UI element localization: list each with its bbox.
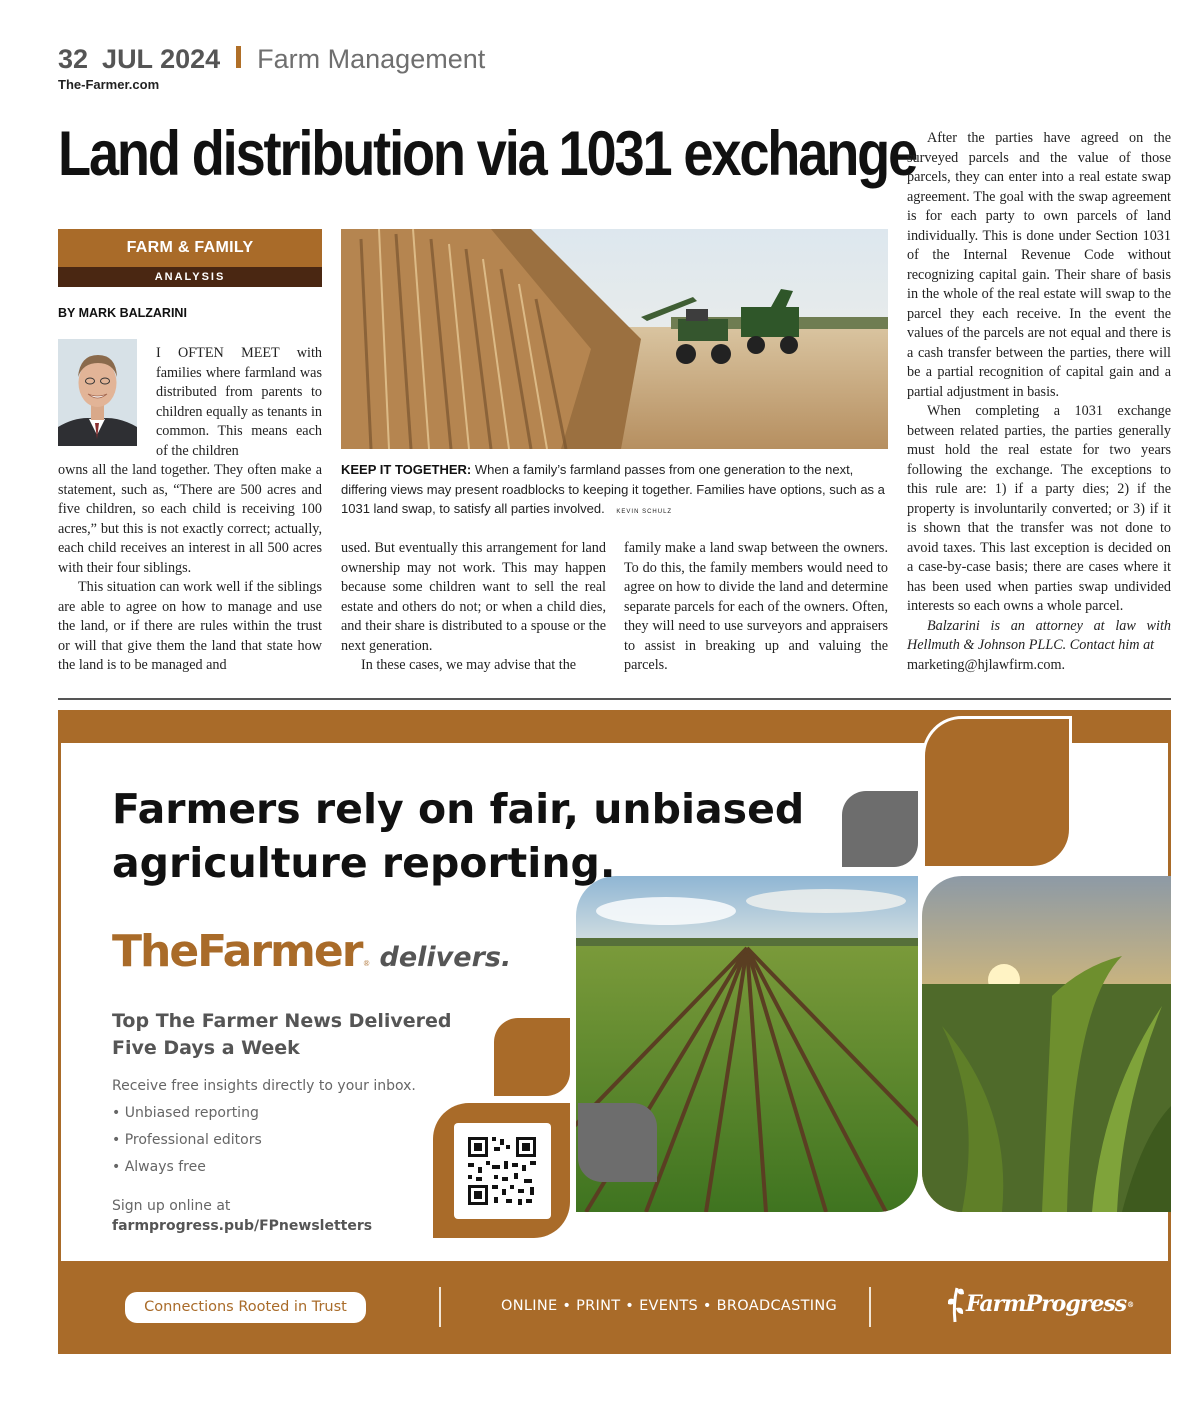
bio-text: Balzarini is an attorney at law with Hellmuth & Johnson PLLC. Contact him at: [907, 617, 1171, 653]
header-line: [58, 44, 485, 75]
paragraph: family make a land swap between the owners. To do this, the family members would need to agree on how to divide the land and determine separate parcels for each of the owners. Often, they will need to use surveyors and appraisers to assist in breaking up and valuing the parcels.: [624, 540, 888, 673]
caption-text: When a family’s farmland passes from one generation to the next, differing views may present roadblocks to keeping it together. Families have options, such as a 1031 land swap, to satisfy all parties involved.: [341, 462, 885, 516]
paragraph: owns all the land together. They often make a statement, such as, “There are 500 acres and five children, so each child is receiving 100 acres,” but this is not exactly correct; actually, each child receives an interest in all 500 acres with their four siblings.: [58, 462, 322, 576]
photo-credit: KEVIN SCHULZ: [616, 509, 673, 515]
section-rule: [58, 698, 1171, 700]
site-name: The-Farmer.com: [58, 77, 160, 92]
page-header: [58, 44, 485, 92]
lead-paragraph: I OFTEN MEET with families where farmland was distributed from parents to children equally as tenants in common. This means each of the children: [156, 345, 322, 459]
logo-registered-mark: ®: [363, 959, 370, 968]
paragraph: This situation can work well if the siblings are able to agree on how to manage and use the land, or if there are rules within the trust or will that give them the land that state how the land is to be managed and: [58, 579, 322, 673]
signup-text: Sign up online at: [112, 1198, 231, 1214]
signup-block: [112, 1196, 372, 1236]
ad-subheading-line: Top The Farmer News Delivered: [112, 1010, 452, 1032]
ad-headline: [112, 782, 804, 890]
ad-headline-line: Farmers rely on fair, unbiased: [112, 785, 805, 833]
ad-intro: Receive free insights directly to your inbox.: [112, 1078, 416, 1094]
gray-leaf-small: [578, 1103, 657, 1182]
photo-caption: [341, 460, 888, 523]
benefit-item: • Unbiased reporting: [112, 1105, 259, 1121]
ad-subheading: [112, 1008, 452, 1062]
the-farmer-logo: [112, 926, 511, 977]
paragraph: In these cases, we may advise that the: [361, 657, 577, 673]
article-headline: Land distribution via 1031 exchange: [58, 119, 917, 189]
paragraph: After the parties have agreed on the surveyed parcels and the value of those parcels, they can enter into a real estate swap agreement. The goal with the swap agreement is for each party to own parcels of land individually. This is done under Section 1031 of the Internal Revenue Code without recognizing capital gain. Their share of basis in the whole of the real estate will swap to the parcel they each receive. In the event the values of the parcels are not equal and there is a cash transfer between the parties, there will be a partial recognition of capital gain and a partial adjustment in basis.: [907, 130, 1171, 400]
wheat-icon: [944, 1284, 966, 1324]
column-1: [58, 461, 322, 676]
signup-url[interactable]: farmprogress.pub/FPnewsletters: [112, 1218, 373, 1234]
channels-text: ONLINE • PRINT • EVENTS • BROADCASTING: [501, 1298, 838, 1314]
corn-sunset-image: [922, 876, 1171, 1212]
author-email: marketing@hjlawfirm.com.: [907, 656, 1066, 673]
logo-tagline: delivers.: [379, 942, 512, 973]
page-number: 32: [58, 44, 89, 74]
badge-subtitle: ANALYSIS: [58, 267, 322, 287]
gray-leaf-tile: [842, 791, 918, 867]
header-divider: [236, 46, 241, 68]
benefit-item: • Always free: [112, 1159, 206, 1175]
logo-wordmark: TheFarmer: [112, 926, 362, 977]
author-bio: [907, 617, 1171, 656]
brand-registered-mark: ®: [1127, 1299, 1134, 1309]
article-lead: [156, 344, 322, 461]
issue-date: JUL 2024: [102, 44, 221, 74]
brand-name: FarmProgress: [966, 1291, 1127, 1317]
benefit-item: • Professional editors: [112, 1132, 262, 1148]
paragraph: When completing a 1031 exchange between related parties, the parties generally must hold the real estate for two years following the exchange. The exceptions to this rule are: 1) if a party dies; 2) if the property is involuntarily converted; or 3) if it is shown that the transfer was not done to avoid taxes. This last exception is decided on a case-by-case basis; there are cases where it has been used when parties swap undivided interests so each owns a whole parcel.: [907, 403, 1171, 614]
tagline-pill: Connections Rooted in Trust: [125, 1292, 366, 1323]
caption-lead: KEEP IT TOGETHER:: [341, 462, 472, 477]
badge-title: FARM & FAMILY: [58, 229, 322, 267]
section-badge: [58, 229, 322, 287]
footer-divider: [439, 1287, 441, 1327]
brown-leaf-tile: [922, 716, 1072, 869]
column-4: [907, 129, 1171, 675]
qr-code[interactable]: [454, 1123, 551, 1219]
paragraph: used. But eventually this arrangement for land ownership may not work. This may happen because some children want to sell the real estate and others do not; or when a child dies, and their share is distributed to a spouse or the next generation.: [341, 540, 606, 654]
farm-progress-logo: [944, 1284, 1133, 1324]
section-name: Farm Management: [257, 44, 486, 74]
harvest-photo: [341, 229, 888, 449]
footer-divider: [869, 1287, 871, 1327]
column-2: [341, 539, 606, 676]
column-3: [624, 539, 888, 676]
brown-leaf-small: [494, 1018, 570, 1096]
byline: BY MARK BALZARINI: [58, 306, 187, 320]
ad-subheading-line: Five Days a Week: [112, 1037, 300, 1059]
ad-benefits: [112, 1073, 416, 1181]
ad-headline-line: agriculture reporting.: [112, 839, 616, 887]
author-headshot: [58, 339, 137, 446]
